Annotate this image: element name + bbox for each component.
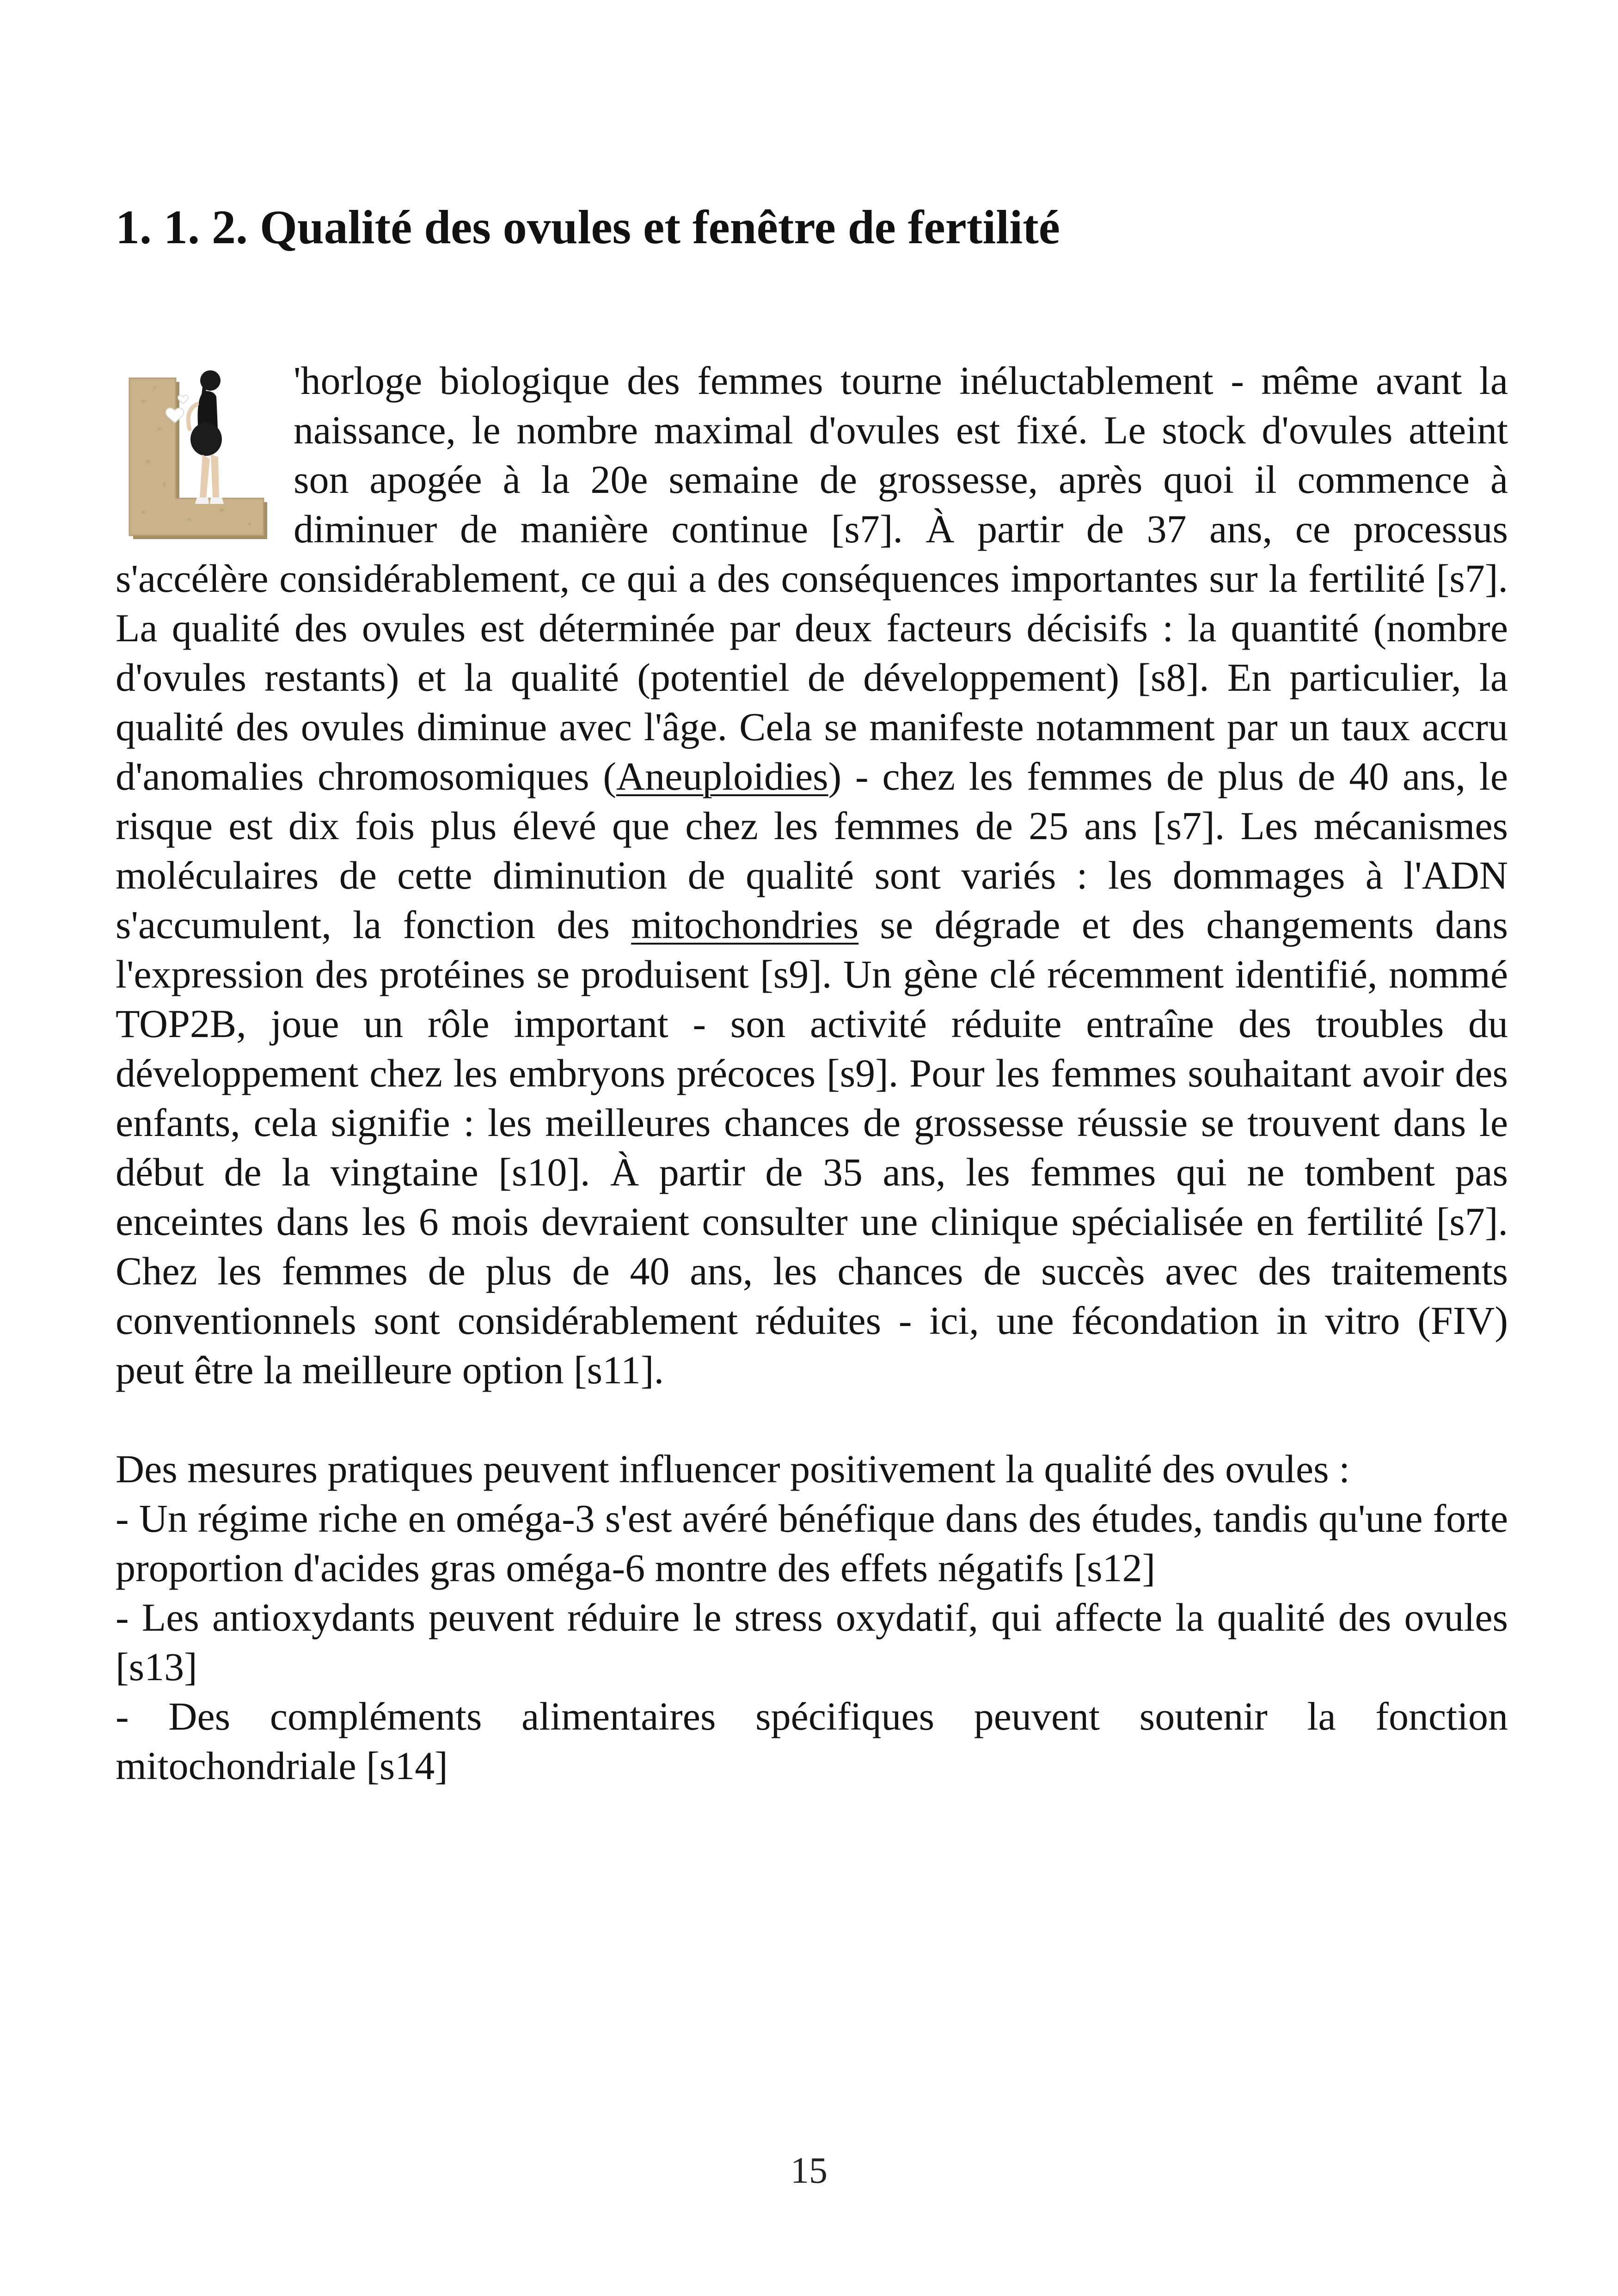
body-text <box>116 356 1508 1791</box>
mitochondries-link[interactable]: mitochondries <box>631 902 859 947</box>
page-number: 15 <box>791 2150 827 2191</box>
aneuploidies-link[interactable]: Aneuploidies <box>616 754 828 798</box>
list-item: - Un régime riche en oméga-3 s'est avéré bénéfique dans des études, tandis qu'une forte proportion d'acides gras oméga-6 montre des effets négatifs [s12] <box>116 1496 1508 1590</box>
paragraph-1-text-middle: ) - chez les femmes de plus de 40 ans, le risque est dix fois plus élevé que chez les femmes de 25 ans [s7]. Les mécanismes moléculaires de cette diminution de qualité sont variés : les dommages à l'ADN s'accumulent, la fonction des <box>116 754 1508 947</box>
paragraph-1-text-start: 'horloge biologique des femmes tourne inéluctablement - même avant la naissance, le nombre maximal d'ovules est fixé. Le stock d'ovules atteint son apogée à la 20e semaine de grossesse, après quoi il commence à diminuer de manière continue [s7]. À partir de 37 ans, ce processus s'accélère considérablement, ce qui a des conséquences importantes sur la fertilité [s7]. La qualité des ovules est déterminée par deux facteurs décisifs : la quantité (nombre d'ovules restants) et la qualité (potentiel de développement) [s8]. En particulier, la qualité des ovules diminue avec l'âge. Cela se manifeste notamment par un taux accru d'anomalies chromosomiques ( <box>116 358 1508 798</box>
dropcap-letter-l-figure <box>116 360 280 545</box>
paragraph-1-text-end: se dégrade et des changements dans l'expression des protéines se produisent [s9]. Un gène clé récemment identifié, nommé TOP2B, joue un rôle important - son activité réduite entraîne des troubles du développement chez les embryons précoces [s9]. Pour les femmes souhaitant avoir des enfants, cela signifie : les meilleures chances de grossesse réussie se trouvent dans le début de la vingtaine [s10]. À partir de 35 ans, les femmes qui ne tombent pas enceintes dans les 6 mois devraient consulter une clinique spécialisée en fertilité [s7]. Chez les femmes de plus de 40 ans, les chances de succès avec des traitements conventionnels sont considérablement réduites - ici, une fécondation in vitro (FIV) peut être la meilleure option [s11]. <box>116 902 1508 1392</box>
dropcap-illustration <box>116 360 280 545</box>
paragraph-2-intro: Des mesures pratiques peuvent influencer positivement la qualité des ovules : <box>116 1447 1350 1491</box>
section-heading: 1. 1. 2. Qualité des ovules et fenêtre de fertilité <box>116 201 1060 254</box>
paragraph-1 <box>116 356 1508 1395</box>
list-item: - Des compléments alimentaires spécifiques peuvent soutenir la fonction mitochondriale [s14] <box>116 1694 1508 1788</box>
list-item: - Les antioxydants peuvent réduire le stress oxydatif, qui affecte la qualité des ovules [s13] <box>116 1595 1508 1689</box>
